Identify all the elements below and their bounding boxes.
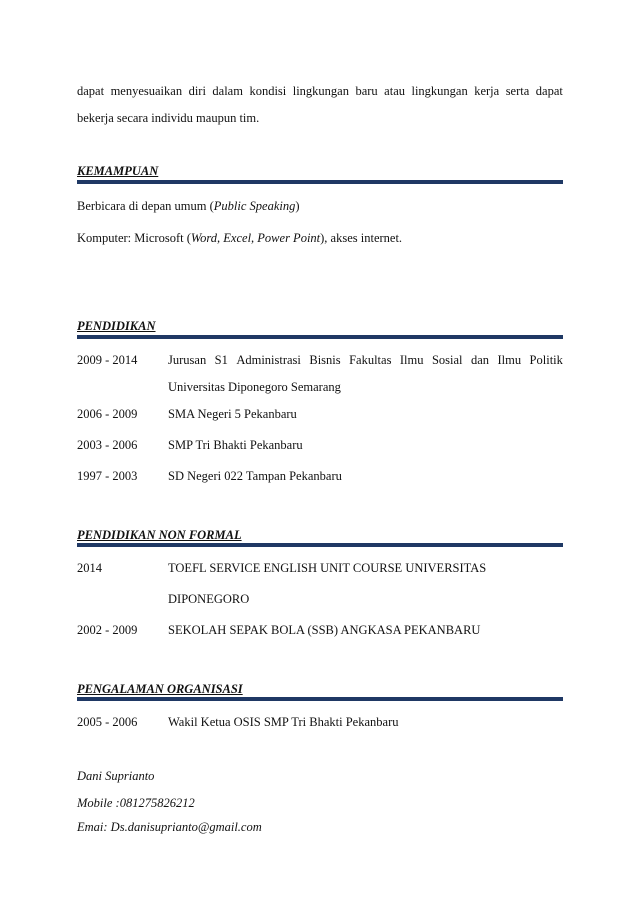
education-school: SMA Negeri 5 Pekanbaru <box>168 407 297 421</box>
intro-line-1 <box>77 84 563 99</box>
word: diri <box>188 84 206 98</box>
organization-role: Wakil Ketua OSIS SMP Tri Bhakti Pekanbaru <box>168 715 399 729</box>
section-heading-pendidikan: PENDIDIKAN <box>77 319 156 333</box>
word: dan <box>470 353 490 367</box>
education-years: 2006 - 2009 <box>77 407 138 421</box>
contact-mobile: Mobile :081275826212 <box>77 796 195 810</box>
education-school: SD Negeri 022 Tampan Pekanbaru <box>168 469 342 483</box>
section-heading-organisasi: PENGALAMAN ORGANISASI <box>77 682 243 696</box>
word: Politik <box>529 353 563 367</box>
education-years: 1997 - 2003 <box>77 469 138 483</box>
section-divider <box>77 335 563 339</box>
education-degree-line-2: Universitas Diponegoro Semarang <box>168 380 341 394</box>
word: baru <box>355 84 378 98</box>
word: kondisi <box>249 84 287 98</box>
education-years: 2003 - 2006 <box>77 438 138 452</box>
education-degree-line-1 <box>168 353 563 368</box>
word: kerja <box>474 84 500 98</box>
word: Administrasi <box>236 353 301 367</box>
word: Sosial <box>431 353 463 367</box>
skill-computer: Komputer: Microsoft (Word, Excel, Power Point), akses internet. <box>77 231 403 245</box>
nonformal-years: 2014 <box>77 561 102 575</box>
word: atau <box>384 84 405 98</box>
word: Bisnis <box>309 353 341 367</box>
word: dapat <box>77 84 105 98</box>
word: S1 <box>214 353 228 367</box>
organization-years: 2005 - 2006 <box>77 715 138 729</box>
education-school: SMP Tri Bhakti Pekanbaru <box>168 438 303 452</box>
intro-line-2: bekerja secara individu maupun tim. <box>77 111 260 125</box>
skill-speaking: Berbicara di depan umum (Public Speaking) <box>77 199 300 213</box>
nonformal-years: 2002 - 2009 <box>77 623 138 637</box>
word: Jurusan <box>168 353 207 367</box>
contact-name: Dani Suprianto <box>77 769 155 783</box>
word: Ilmu <box>497 353 522 367</box>
section-divider <box>77 697 563 701</box>
section-heading-kemampuan: KEMAMPUAN <box>77 164 159 178</box>
nonformal-course: SEKOLAH SEPAK BOLA (SSB) ANGKASA PEKANBARU <box>168 623 481 637</box>
section-divider <box>77 180 563 184</box>
word: serta <box>505 84 530 98</box>
section-divider <box>77 543 563 547</box>
word: dapat <box>535 84 563 98</box>
contact-email: Emai: Ds.danisuprianto@gmail.com <box>77 820 262 834</box>
word: menyesuaikan <box>110 84 183 98</box>
section-heading-nonformal: PENDIDIKAN NON FORMAL <box>77 528 242 542</box>
nonformal-course-line-2: DIPONEGORO <box>168 592 250 606</box>
word: dalam <box>212 84 243 98</box>
word: lingkungan <box>292 84 349 98</box>
word: Ilmu <box>399 353 424 367</box>
word: lingkungan <box>411 84 468 98</box>
education-years: 2009 - 2014 <box>77 353 138 367</box>
word: Fakultas <box>349 353 392 367</box>
nonformal-course-line-1: TOEFL SERVICE ENGLISH UNIT COURSE UNIVERSITAS <box>168 561 487 575</box>
